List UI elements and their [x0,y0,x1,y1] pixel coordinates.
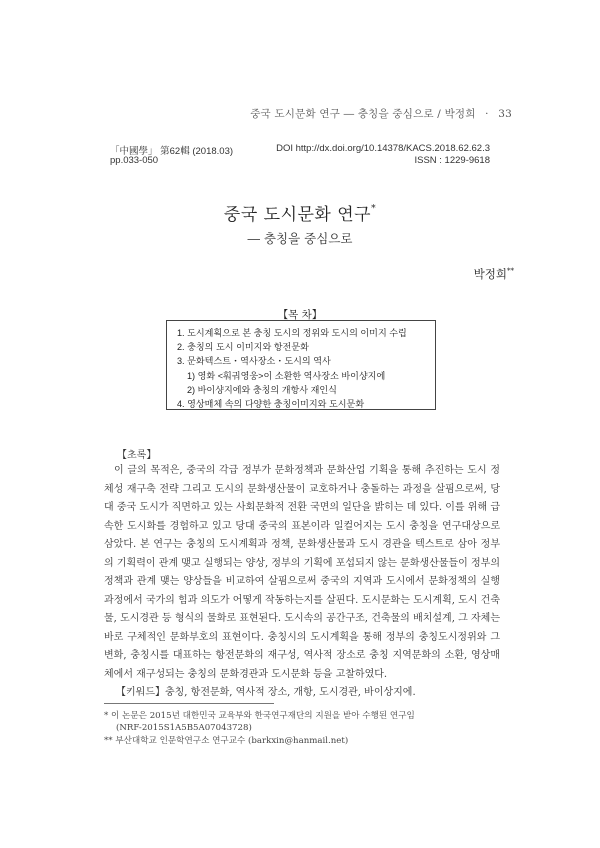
footnote-1: * 이 논문은 2015년 대한민국 교육부와 한국연구재단의 지원을 받아 수행된 연구임 [104,711,415,721]
running-header [250,106,512,121]
footnote-2: ** 부산대학교 인문학연구소 연구교수 (barkxin@hanmail.net) [104,736,349,746]
running-header-text: 중국 도시문화 연구 ― 충칭을 중심으로 / 박정희 [250,108,476,120]
author-footnote-mark: ** [507,267,514,276]
toc-subitem: 2) 바이샹지에와 충칭의 개항사 재인식 [187,384,337,395]
abstract-label: 【초록】 [117,450,157,461]
doi-link[interactable]: DOI http://dx.doi.org/10.14378/KACS.2018.62.62.3 [276,143,490,154]
abstract [104,462,500,684]
author-name: 박정희 [473,267,507,281]
author [474,266,514,282]
title-text: 중국 도시문화 연구 [223,205,372,225]
meta-line-2 [110,155,490,166]
table-of-contents [166,320,436,410]
keywords: 【키워드】충칭, 항전문화, 역사적 장소, 개항, 도시경관, 바이상지에. [116,687,416,698]
toc-subitem: 1) 영화 <훠궈영웅>이 소환한 역사장소 바이샹지에 [187,370,386,381]
footnote-divider [104,703,274,704]
toc-item: 3. 문화텍스트・역사장소・도시의 역사 [177,356,331,367]
toc-item: 1. 도시계획으로 본 충칭 도시의 정위와 도시의 이미지 수립 [177,328,407,338]
abstract-body: 이 글의 목적은, 중국의 각급 정부가 문화정책과 문화산업 기획을 통해 추진하는 도시 정체성 재구축 전략 그리고 도시의 문화생산물이 교호하거나 충돌하는 과정을 살핌으로써, 당대 중국 도시가 직면하고 있는 사회문화적 전환 국면의 일단을 밝히는 데 있다. 이를 위해 급속한 도시화를 경험하고 있고 당대 중국의 표본이라 일컬어지는 도시 충칭을 연구대상으로 삼았다. 본 연구는 충칭의 도시계획과 정책, 문화생산물과 도시 경관을 텍스트로 삼아 정부의 기획력이 관계 맺고 실행되는 양상, 정부의 기획에 포섭되지 않는 문화생산물들이 정부의 정책과 관계 맺는 양상들을 비교하여 살핌으로써 중국의 지역과 도시에서 문화정책의 실행과정에서 국가의 힘과 의도가 어떻게 작동하는지를 살핀다. 도시문화는 도시계획, 도시 건축물, 도시경관 등 형식의 물화로 표현된다. 도시속의 공간구조, 건축물의 배치설계, 그 자체는 바로 구체적인 문화부호의 표현이다. 충칭시의 도시계획을 통해 정부의 충칭도시정위와 그 변화, 충칭시를 대표하는 항전문화의 재구성, 역사적 장소로 충칭 지역문화의 소환, 영상매체에서 재구성되는 충칭의 문화경관과 도시문화 등을 고찰하였다. [104,465,500,680]
toc-heading: 【목 차】 [277,309,323,321]
issn: ISSN : 1229-9618 [414,155,490,166]
title-footnote-mark: * [371,204,377,215]
footnote-1-grant-number: (NRF-2015S1A5B5A07043728) [116,723,252,733]
page-range: pp.033-050 [110,155,159,166]
article-subtitle: ― 충칭을 중심으로 [247,231,353,246]
toc-item: 4. 영상매체 속의 다양한 충칭이미지와 도시문화 [177,399,365,410]
article-title [0,200,600,225]
journal-info: 「中國學」 第62輯 (2018.03) [110,146,234,157]
page-number: 33 [498,108,512,120]
toc-item: 2. 충칭의 도시 이미지와 항전문화 [177,342,309,353]
running-header-bullet: · [485,108,489,120]
